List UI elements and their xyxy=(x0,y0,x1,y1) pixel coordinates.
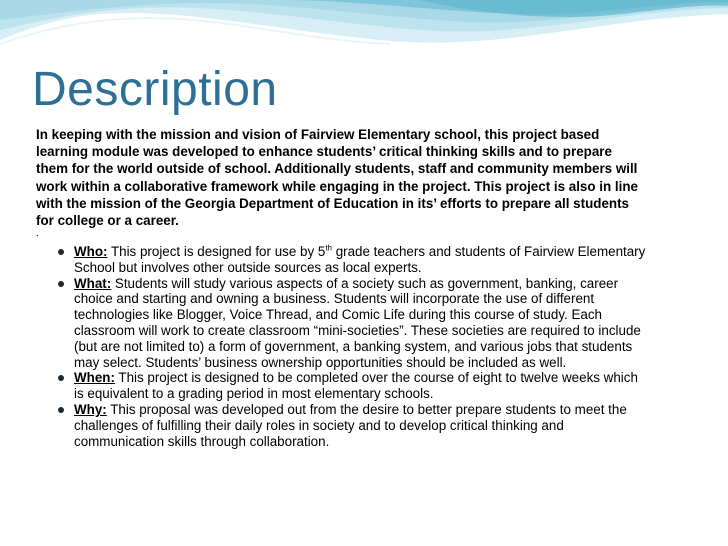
bullet-label: What: xyxy=(74,275,112,291)
bullet-who xyxy=(58,244,698,276)
bullet-label: When: xyxy=(74,370,115,386)
bullet-what xyxy=(58,276,698,371)
intro-line: with the mission of the Georgia Department of Education in its’ efforts to prepare all students xyxy=(36,195,629,211)
bullet-line xyxy=(74,244,698,260)
bullet-line xyxy=(74,276,698,292)
bullet-label: Why: xyxy=(74,401,107,417)
bullet-line: communication skills through collaboration. xyxy=(74,433,330,449)
ordinal-suffix: th xyxy=(325,243,332,253)
bullet-text: grade teachers and students of Fairview Elementary xyxy=(331,244,646,259)
bullet-list xyxy=(58,244,698,449)
bullet-line xyxy=(74,370,698,386)
bullet-dot-icon xyxy=(58,407,64,413)
bullet-line: technologies like Blogger, Voice Thread, and Comic Life during this course of study. Each xyxy=(74,307,602,323)
bullet-dot-icon xyxy=(58,281,64,287)
bullet-line: challenges of fulfilling their daily roles in society and to develop critical thinking and xyxy=(74,417,564,433)
bullet-text: This proposal was developed out from the desire to better prepare students to meet the xyxy=(106,401,627,417)
intro-line: learning module was developed to enhance students’ critical thinking skills and to prepare xyxy=(36,144,612,160)
bullet-why xyxy=(58,402,698,449)
intro-line: In keeping with the mission and vision of Fairview Elementary school, this project based xyxy=(36,127,600,142)
bullet-line: choice and starting and owning a business. Students will incorporate the use of different xyxy=(74,291,595,307)
bullet-line: School but involves other outside sources as local experts. xyxy=(74,259,422,275)
header-wave-decoration xyxy=(0,0,728,60)
bullet-line: (but are not limited to) a form of government, a banking system, and various jobs that students xyxy=(74,338,633,354)
stray-period: . xyxy=(36,228,39,239)
bullet-text: Students will study various aspects of a society such as government, banking, career xyxy=(111,275,619,291)
bullet-dot-icon xyxy=(58,249,64,255)
intro-line: for college or a career. xyxy=(36,213,179,229)
intro-line: them for the world outside of school. Additionally students, staff and community members will xyxy=(36,161,638,177)
bullet-text: This project is designed to be completed over the course of eight to twelve weeks which xyxy=(114,370,638,386)
intro-paragraph xyxy=(36,126,696,229)
bullet-line: classroom will work to create classroom “mini-societies”. These societies are required to include xyxy=(74,322,641,338)
bullet-line: is equivalent to a grading period in most elementary schools. xyxy=(74,386,434,402)
bullet-text: This project is designed for use by 5 xyxy=(107,244,326,259)
bullet-line: may select. Students’ business ownership opportunities should be included as well. xyxy=(74,354,567,370)
bullet-dot-icon xyxy=(58,375,64,381)
bullet-line xyxy=(74,402,698,418)
bullet-when xyxy=(58,370,698,402)
bullet-label: Who: xyxy=(74,244,108,259)
intro-line: work within a collaborative framework while engaging in the project. This project is also in line xyxy=(36,178,638,194)
slide-title: Description xyxy=(32,63,278,116)
